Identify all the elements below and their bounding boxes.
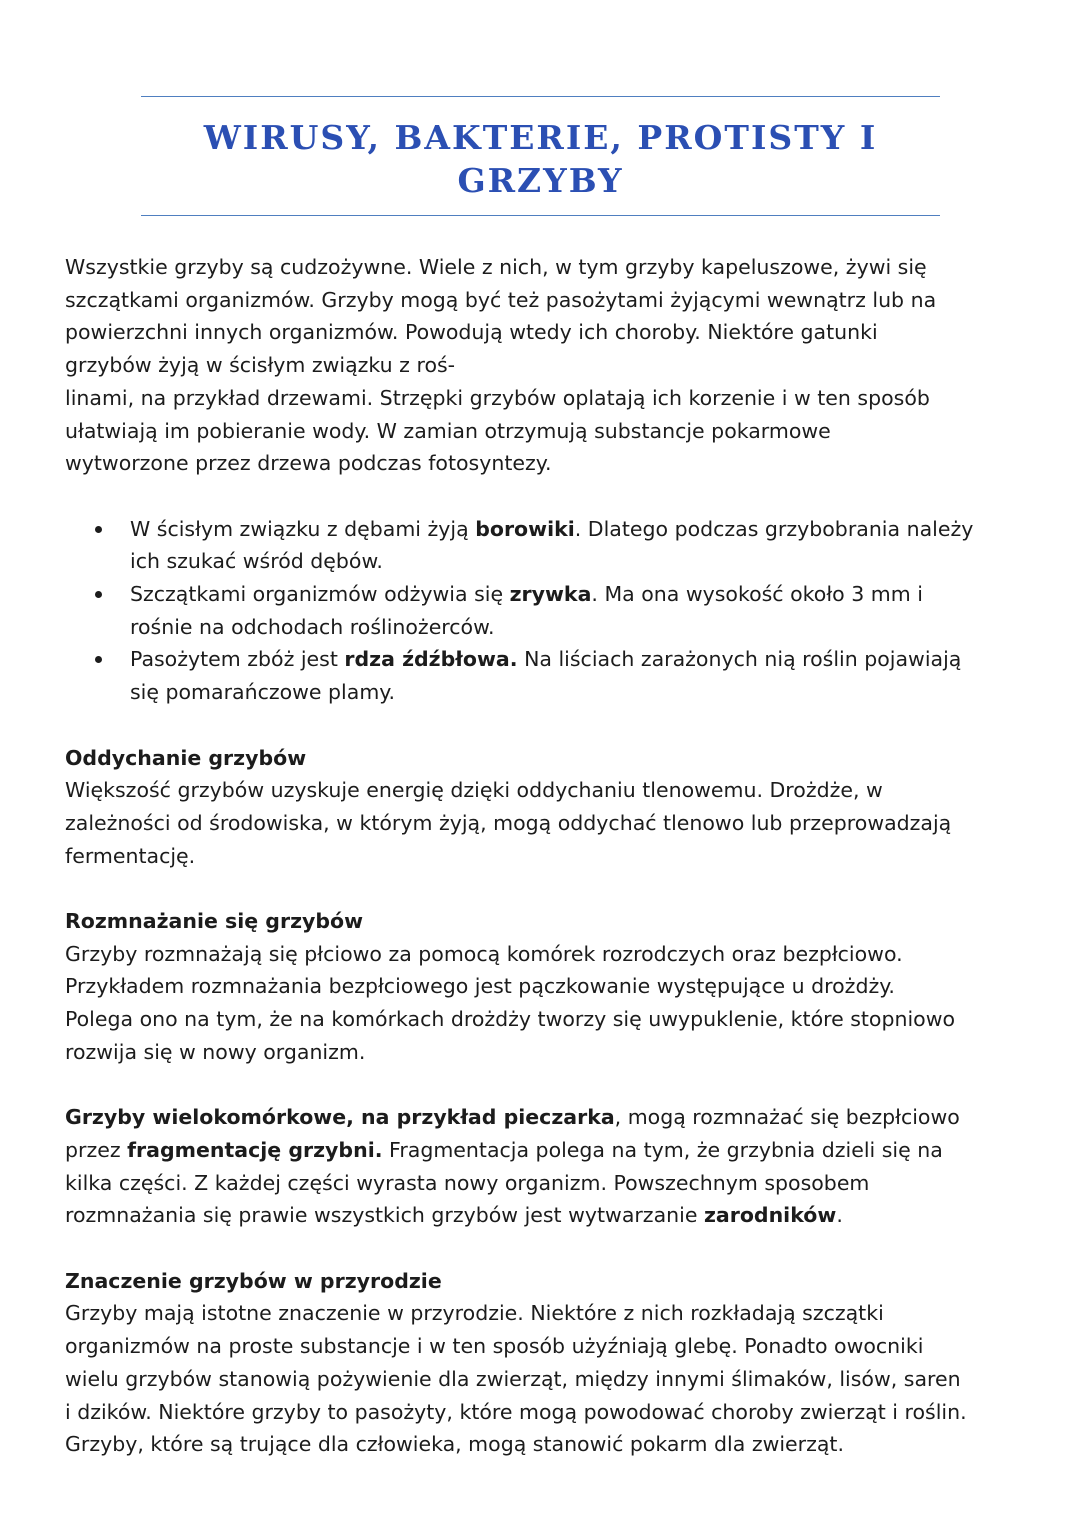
text-line: linami, na przykład drzewami. Strzępki grzybów oplatają ich korzenie i w ten sposób <box>65 385 930 410</box>
spacer <box>65 480 1015 513</box>
bullet-line <box>130 643 1015 676</box>
text-line: zależności od środowiska, w którym żyją, mogą oddychać tlenowo lub przeprowadzają <box>65 810 952 835</box>
text-line: grzybów żyją w ścisłym związku z roś- <box>65 353 456 378</box>
text-line: i dzików. Niektóre grzyby to pasożyty, które mogą powodować choroby zwierząt i roślin. <box>65 1399 967 1424</box>
text-run: W ścisłym związku z dębami żyją <box>130 516 476 541</box>
bullet-item <box>65 643 1015 708</box>
spacer <box>65 1232 1015 1265</box>
text-line <box>65 1101 1015 1134</box>
bullet-item <box>65 513 1015 578</box>
significance-section <box>65 1265 1015 1461</box>
bullet-line <box>130 578 1015 611</box>
section-heading: Oddychanie grzybów <box>65 745 307 770</box>
text-line: Grzyby rozmnażają się płciowo za pomocą komórek rozrodczych oraz bezpłciowo. <box>65 941 903 966</box>
spacer <box>65 709 1015 742</box>
title-rule-top <box>141 96 940 97</box>
title-line-1: WIRUSY, BAKTERIE, PROTISTY I <box>203 118 878 157</box>
bold-term: zrywka <box>509 582 592 607</box>
page-title <box>141 116 940 202</box>
respiration-section <box>65 742 1015 873</box>
reproduction-section <box>65 905 1015 1069</box>
bullet-line: się pomarańczowe plamy. <box>130 680 396 705</box>
text-run: Fragmentacja polega na tym, że grzybnia dzieli się na <box>382 1137 943 1162</box>
text-line: Grzyby, które są trujące dla człowieka, mogą stanowić pokarm dla zwierząt. <box>65 1432 844 1457</box>
bullet-icon <box>95 591 102 598</box>
text-run: . Ma ona wysokość około 3 mm i <box>591 582 923 607</box>
text-line: Większość grzybów uzyskuje energię dzięki oddychaniu tlenowemu. Drożdże, w <box>65 778 883 803</box>
intro-paragraph <box>65 251 1015 480</box>
text-line: ułatwiają im pobieranie wody. W zamian otrzymują substancje pokarmowe <box>65 418 831 443</box>
text-line: powierzchni innych organizmów. Powodują wtedy ich choroby. Niektóre gatunki <box>65 320 878 345</box>
bullet-icon <box>95 656 102 663</box>
bullet-icon <box>95 526 102 533</box>
section-heading: Znaczenie grzybów w przyrodzie <box>65 1268 442 1293</box>
bold-term: Grzyby wielokomórkowe, na przykład pieczarka <box>65 1105 615 1130</box>
text-line: Przykładem rozmnażania bezpłciowego jest pączkowanie występujące u drożdży. <box>65 974 895 999</box>
title-line-2: GRZYBY <box>457 161 624 200</box>
text-run: rozmnażania się prawie wszystkich grzybów jest wytwarzanie <box>65 1203 704 1228</box>
document-body <box>65 251 1015 1461</box>
bullet-line <box>130 513 1015 546</box>
bold-term: rdza źdźbłowa. <box>344 647 518 672</box>
text-line: szczątkami organizmów. Grzyby mogą być też pasożytami żyjącymi wewnątrz lub na <box>65 287 937 312</box>
text-line <box>65 1134 1015 1167</box>
text-line <box>65 1199 1015 1232</box>
text-line: fermentację. <box>65 843 196 868</box>
bullet-line: ich szukać wśród dębów. <box>130 549 383 574</box>
text-line: Grzyby mają istotne znaczenie w przyrodzie. Niektóre z nich rozkładają szczątki <box>65 1301 884 1326</box>
text-line: Polega ono na tym, że na komórkach drożdży tworzy się uwypuklenie, które stopniowo <box>65 1007 956 1032</box>
text-run: . Dlatego podczas grzybobrania należy <box>574 516 974 541</box>
text-run: Pasożytem zbóż jest <box>130 647 345 672</box>
spacer <box>65 872 1015 905</box>
title-rule-bottom <box>141 215 940 216</box>
multicellular-paragraph <box>65 1101 1015 1232</box>
text-run: przez <box>65 1137 128 1162</box>
text-line: Wszystkie grzyby są cudzożywne. Wiele z nich, w tym grzyby kapeluszowe, żywi się <box>65 255 927 279</box>
bold-term: borowiki <box>475 516 575 541</box>
text-run: . <box>836 1203 843 1228</box>
text-run: Na liściach zarażonych nią roślin pojawiają <box>517 647 962 672</box>
text-line: rozwija się w nowy organizm. <box>65 1039 366 1064</box>
text-run: Szczątkami organizmów odżywia się <box>130 582 510 607</box>
spacer <box>65 1069 1015 1102</box>
bullet-line: rośnie na odchodach roślinożerców. <box>130 614 495 639</box>
bold-term: zarodników <box>703 1203 837 1228</box>
text-line: organizmów na proste substancje i w ten sposób użyźniają glebę. Ponadto owocniki <box>65 1334 924 1359</box>
text-line: wielu grzybów stanowią pożywienie dla zwierząt, między innymi ślimaków, lisów, saren <box>65 1366 961 1391</box>
bullet-item <box>65 578 1015 643</box>
text-run: , mogą rozmnażać się bezpłciowo <box>614 1105 960 1130</box>
bold-term: fragmentację grzybni. <box>127 1137 383 1162</box>
text-line: wytworzone przez drzewa podczas fotosyntezy. <box>65 451 552 476</box>
section-heading: Rozmnażanie się grzybów <box>65 909 364 934</box>
text-line: kilka części. Z każdej części wyrasta nowy organizm. Powszechnym sposobem <box>65 1170 870 1195</box>
bullet-list <box>65 513 1015 709</box>
